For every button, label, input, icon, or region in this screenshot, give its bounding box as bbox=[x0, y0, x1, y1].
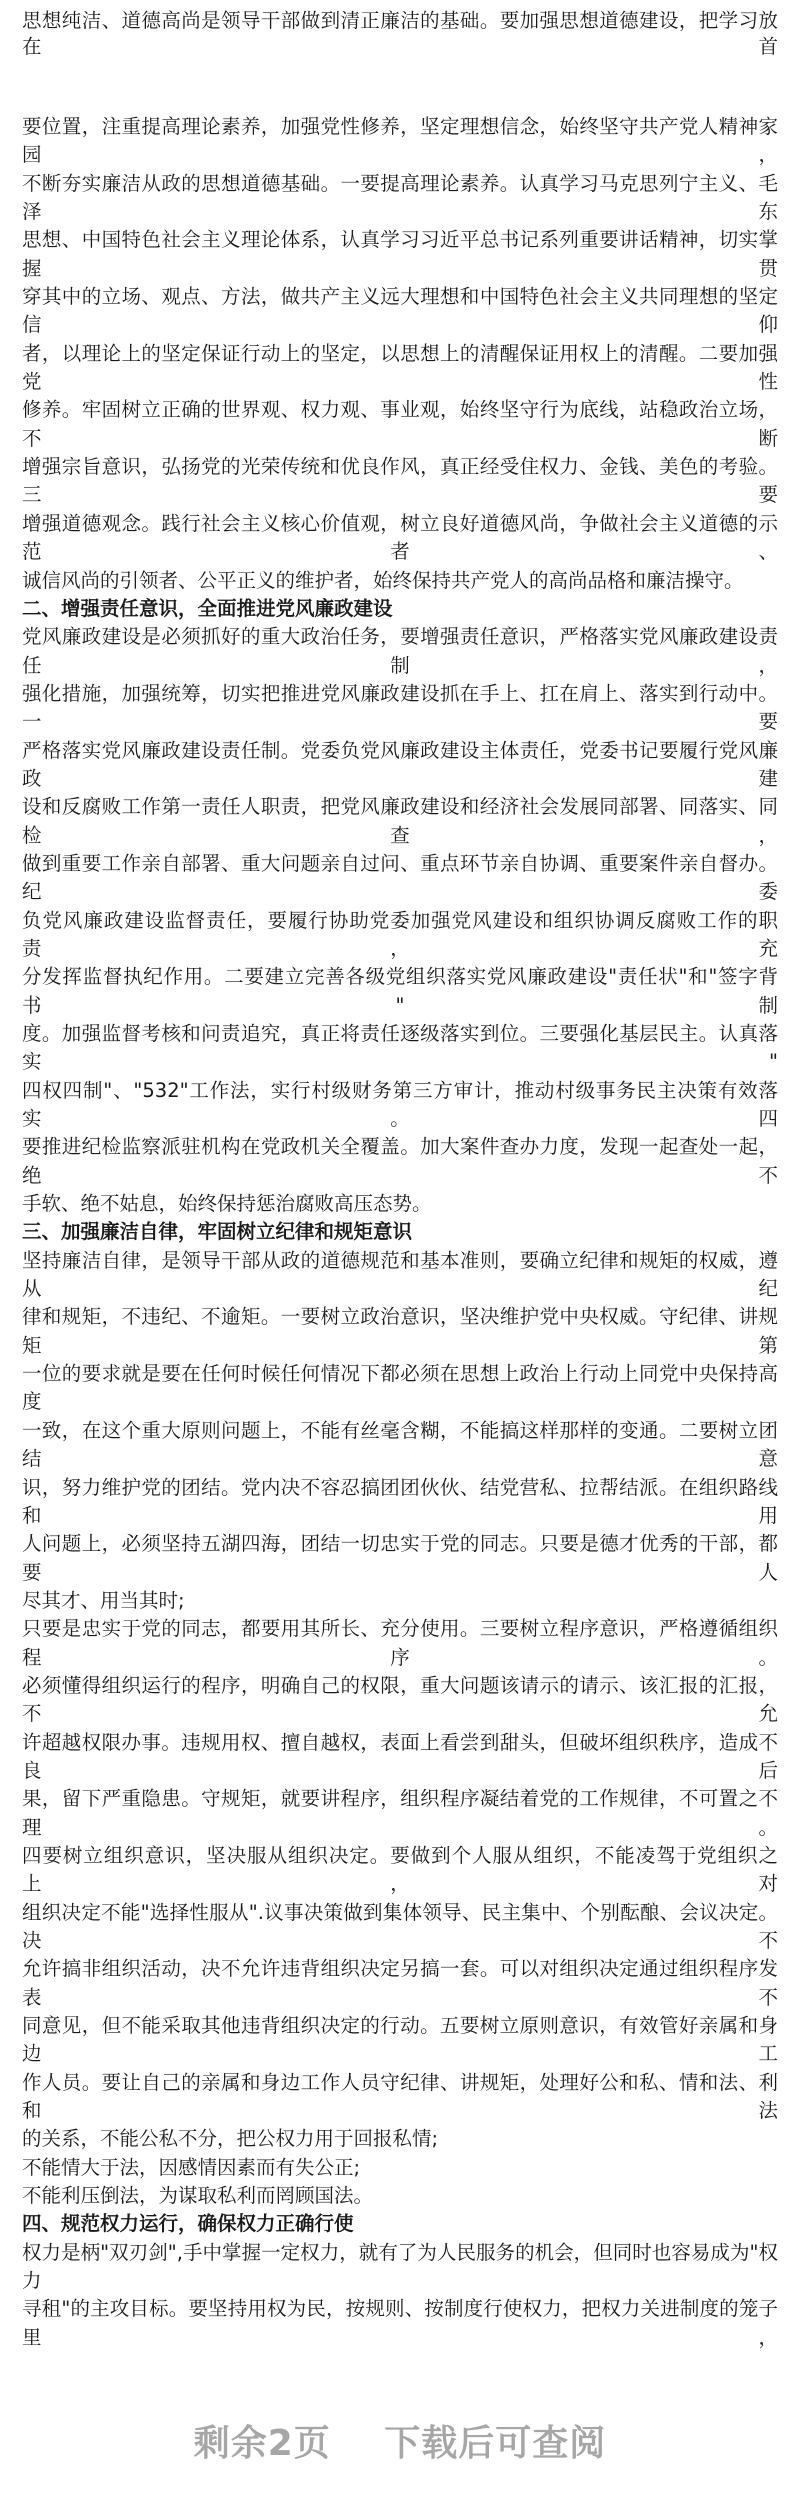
document-line: 严格落实党风廉政建设责任制。党委负党风廉政建设主体责任，党委书记要履行党风廉政建 bbox=[22, 738, 778, 790]
document-line: 四权四制"、"532"工作法，实行村级财务第三方审计，推动村级事务民主决策有效落实。四 bbox=[22, 1078, 778, 1131]
document-line: 人问题上，必须坚持五湖四海，团结一切忠实于党的同志。只要是德才优秀的干部，都要人 bbox=[22, 1532, 778, 1584]
document-line: 诚信风尚的引领者、公平正义的维护者，始终保持共产党人的高尚品格和廉洁操守。 bbox=[22, 568, 744, 592]
page-gap bbox=[22, 60, 778, 113]
document-line: 许超越权限办事。违规用权、擅自越权，表面上看尝到甜头，但破坏组织秩序，造成不良后 bbox=[22, 1730, 778, 1782]
document-line: 只要是忠实于党的同志，都要用其所长、充分使用。三要树立程序意识，严格遵循组织程序。 bbox=[22, 1617, 778, 1669]
download-prompt[interactable] bbox=[0, 2422, 800, 2516]
document-line: 尽其才、用当其时; bbox=[22, 1588, 185, 1612]
document-line: 要推进纪检监察派驻机构在党政机关全覆盖。加大案件查办力度，发现一起查处一起，绝不 bbox=[22, 1135, 778, 1187]
document-line: 的关系，不能公私不分，把公权力用于回报私情; bbox=[22, 2127, 439, 2151]
document-line: 增强道德观念。践行社会主义核心价值观，树立良好道德风尚，争做社会主义道德的示范者、 bbox=[22, 511, 778, 564]
document-line: 不能情大于法，因感情因素而有失公正; bbox=[22, 2155, 361, 2179]
document-line: 权力是柄"双刃剑",手中掌握一定权力，就有了为人民服务的机会，但同时也容易成为"权力 bbox=[22, 2240, 778, 2293]
section-heading: 二、增强责任意识，全面推进党风廉政建设 bbox=[22, 596, 393, 620]
document-line: 度。加强监督考核和问责追究，真正将责任逐级落实到位。三要强化基层民主。认真落实" bbox=[22, 1022, 778, 1074]
document-body bbox=[22, 113, 778, 2352]
document-line: 增强宗旨意识，弘扬党的光荣传统和优良作风，真正经受住权力、金钱、美色的考验。三要 bbox=[22, 455, 778, 507]
download-to-view-text[interactable]: 下载后可查阅 bbox=[384, 2423, 607, 2465]
document-line: 思想、中国特色社会主义理论体系，认真学习习近平总书记系列重要讲话精神，切实掌握贯 bbox=[22, 228, 778, 280]
document-line: 同意见，但不能采取其他违背组织决定的行动。五要树立原则意识，有效管好亲属和身边工 bbox=[22, 2014, 778, 2066]
document-line: 要位置，注重提高理论素养，加强党性修养，坚定理想信念，始终坚守共产党人精神家园， bbox=[22, 115, 778, 167]
section-heading: 三、加强廉洁自律，牢固树立纪律和规矩意识 bbox=[22, 1220, 413, 1244]
document-line: 者，以理论上的坚定保证行动上的坚定，以思想上的清醒保证用权上的清醒。二要加强党性 bbox=[22, 341, 778, 394]
document-line: 手软、绝不姑息，始终保持惩治腐败高压态势。 bbox=[22, 1192, 432, 1216]
document-line: 作人员。要让自己的亲属和身边工作人员守纪律、讲规矩，处理好公和私、情和法、利和法 bbox=[22, 2070, 778, 2123]
section-heading: 四、规范权力运行，确保权力正确行使 bbox=[22, 2212, 354, 2236]
document-line: 分发挥监督执纪作用。二要建立完善各级党组织落实党风廉政建设"责任状"和"签字背书"制 bbox=[22, 965, 778, 1017]
document-line: 设和反腐败工作第一责任人职责，把党风廉政建设和经济社会发展同部署、同落实、同检查， bbox=[22, 795, 778, 847]
document-line: 不断夯实廉洁从政的思想道德基础。一要提高理论素养。认真学习马克思列宁主义、毛泽东 bbox=[22, 171, 778, 224]
document-line: 一位的要求就是要在任何时候任何情况下都必须在思想上政治上行动上同党中央保持高度 bbox=[22, 1362, 778, 1414]
document-line: 识，努力维护党的团结。党内决不容忍搞团团伙伙、结党营私、拉帮结派。在组织路线和用 bbox=[22, 1475, 778, 1527]
document-line: 必须懂得组织运行的程序，明确自己的权限，重大问题该请示的请示、该汇报的汇报，不允 bbox=[22, 1673, 778, 1726]
document-line: 果，留下严重隐患。守规矩，就要讲程序，组织程序凝结着党的工作规律，不可置之不理。 bbox=[22, 1787, 778, 1839]
document-line: 思想纯洁、道德高尚是领导干部做到清正廉洁的基础。要加强思想道德建设，把学习放在首 bbox=[22, 9, 778, 58]
document-line: 穿其中的立场、观点、方法，做共产主义远大理想和中国特色社会主义共同理想的坚定信仰 bbox=[22, 285, 778, 337]
document-line: 做到重要工作亲自部署、重大问题亲自过问、重点环节亲自协调、重要案件亲自督办。纪委 bbox=[22, 851, 778, 904]
document-line: 律和规矩，不违纪、不逾矩。一要树立政治意识，坚决维护党中央权威。守纪律、讲规矩第 bbox=[22, 1305, 778, 1357]
document-line: 寻租"的主攻目标。要坚持用权为民，按规则、按制度行使权力，把权力关进制度的笼子里， bbox=[22, 2297, 778, 2349]
document-line: 党风廉政建设是必须抓好的重大政治任务，要增强责任意识，严格落实党风廉政建设责任制， bbox=[22, 625, 778, 677]
document-line: 修养。牢固树立正确的世界观、权力观、事业观，始终坚守行为底线，站稳政治立场，不断 bbox=[22, 398, 778, 450]
document-line: 坚持廉洁自律，是领导干部从政的道德规范和基本准则，要确立纪律和规矩的权威，遵从纪 bbox=[22, 1248, 778, 1301]
document-line: 允许搞非组织活动，决不允许违背组织决定另搞一套。可以对组织决定通过组织程序发表不 bbox=[22, 1957, 778, 2009]
document-line: 四要树立组织意识，坚决服从组织决定。要做到个人服从组织，不能凌驾于党组织之上，对 bbox=[22, 1843, 778, 1896]
document-line: 负党风廉政建设监督责任，要履行协助党委加强党风建设和组织协调反腐败工作的职责，充 bbox=[22, 908, 778, 960]
document-line: 强化措施，加强统筹，切实把推进党风廉政建设抓在手上、扛在肩上、落实到行动中。一要 bbox=[22, 681, 778, 734]
document-line: 组织决定不能"选择性服从".议事决策做到集体领导、民主集中、个别酝酿、会议决定。决不 bbox=[22, 1900, 778, 1952]
document-line: 一致，在这个重大原则问题上，不能有丝毫含糊，不能搞这样那样的变通。二要树立团结意 bbox=[22, 1418, 778, 1471]
document-line: 不能利压倒法，为谋取私利而罔顾国法。 bbox=[22, 2184, 374, 2208]
remaining-pages-text: 剩余2页 bbox=[193, 2423, 331, 2465]
